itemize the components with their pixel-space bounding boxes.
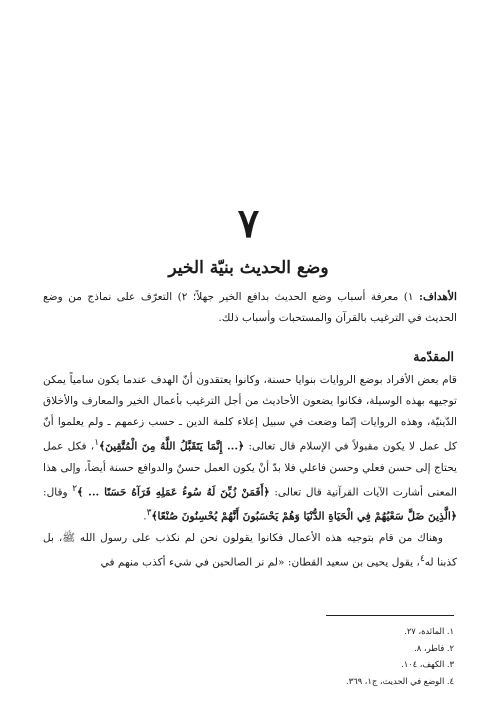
quran-verse: ﴿الَّذِينَ ضَلَّ سَعْيُهُمْ فِي الْحَيَاةِ الدُّنْيَا وَهُمْ يَحْسَبُونَ أَنَّهُمْ يُحْسِنُونَ صُنْعًا﴾ bbox=[151, 510, 457, 523]
footnote-item: ٣. الكهف، ١٠٤. bbox=[401, 659, 454, 669]
paragraph-text: ، فكل عمل يحتاج إلى حسن فعلي وحسن فاعلي فلا بدّ أنْ يكون العمل حسنٌ والدوافع حسنة أيضاً، وإلى هذا المعنى أشارت الآيات القرآنية قال تعالى: bbox=[43, 440, 457, 499]
quran-verse: ﴿أَفَمَنْ زُيِّنَ لَهُ سُوءُ عَمَلِهِ فَرَآهُ حَسَنًا ... ﴾ bbox=[77, 486, 270, 499]
introduction-body bbox=[43, 370, 457, 573]
footnote-divider bbox=[326, 615, 454, 616]
paragraph bbox=[43, 370, 457, 528]
section-heading-introduction: المقدّمة bbox=[413, 349, 454, 364]
goals-text: ١) معرفة أسباب وضع الحديث بدافع الخير جهلاً؛ ٢) التعرّف على نماذج من وضع الحديث في الترغيب بالقرآن والمستحبات وأسباب ذلك. bbox=[43, 291, 457, 324]
footnote-item: ٢. فاطر، ٨. bbox=[414, 642, 454, 653]
footnote-ref[interactable]: ٤ bbox=[419, 553, 425, 564]
paragraph bbox=[43, 528, 457, 574]
paragraph-text: ، يقول يحيى بن سعيد القطان: «لم نر الصالحين في شيء أكذب منهم في bbox=[100, 556, 420, 569]
footnote-ref[interactable]: ٣ bbox=[146, 508, 152, 519]
paragraph-text: وقال: bbox=[43, 486, 73, 499]
quran-verse: ﴿... إِنَّمَا يَتَقَبَّلُ اللَّهُ مِنَ الْمُتَّقِينَ﴾ bbox=[98, 440, 245, 453]
paragraph-text: وهناك من قام بتوجيه هذه الأعمال فكانوا يقولون نحن لم نكذب على رسول الله ﷺ، بل كذبنا له bbox=[43, 531, 457, 569]
paragraph-text: قام بعض الأفراد بوضع الروايات بنوايا حسنة، وكانوا يعتقدون أنّ الهدف عندما يكون سامياً يمكن توجيهه بهذه الوسيلة، فكانوا يضعون الأحاديث من أجل الترغيب بأعمال الخير والمعارف والأخلاق الدّينيّة، وهذه الروايات إنّما وضعت في سبيل إعلاء كلمة الدين ـ حسب زعمهم ـ ولم يعلموا أنّ كل عمل لا يكون مقبولاً في الإسلام قال تعالى: bbox=[43, 374, 457, 453]
footnotes bbox=[154, 623, 454, 689]
goals-label: الأهداف: bbox=[419, 291, 457, 303]
chapter-goals bbox=[43, 287, 457, 329]
footnote-ref[interactable]: ٢ bbox=[72, 483, 78, 494]
footnote-item: ١. المائدة، ٢٧. bbox=[404, 626, 454, 636]
footnote-item: ٤. الوضع في الحديث، ج١، ٣٦٩. bbox=[346, 675, 454, 686]
chapter-number: ٧ bbox=[237, 200, 260, 247]
footnote-ref[interactable]: ١ bbox=[94, 438, 99, 448]
chapter-title: وضع الحديث بنيّة الخير bbox=[168, 258, 329, 278]
paragraph-text: . bbox=[143, 510, 147, 523]
